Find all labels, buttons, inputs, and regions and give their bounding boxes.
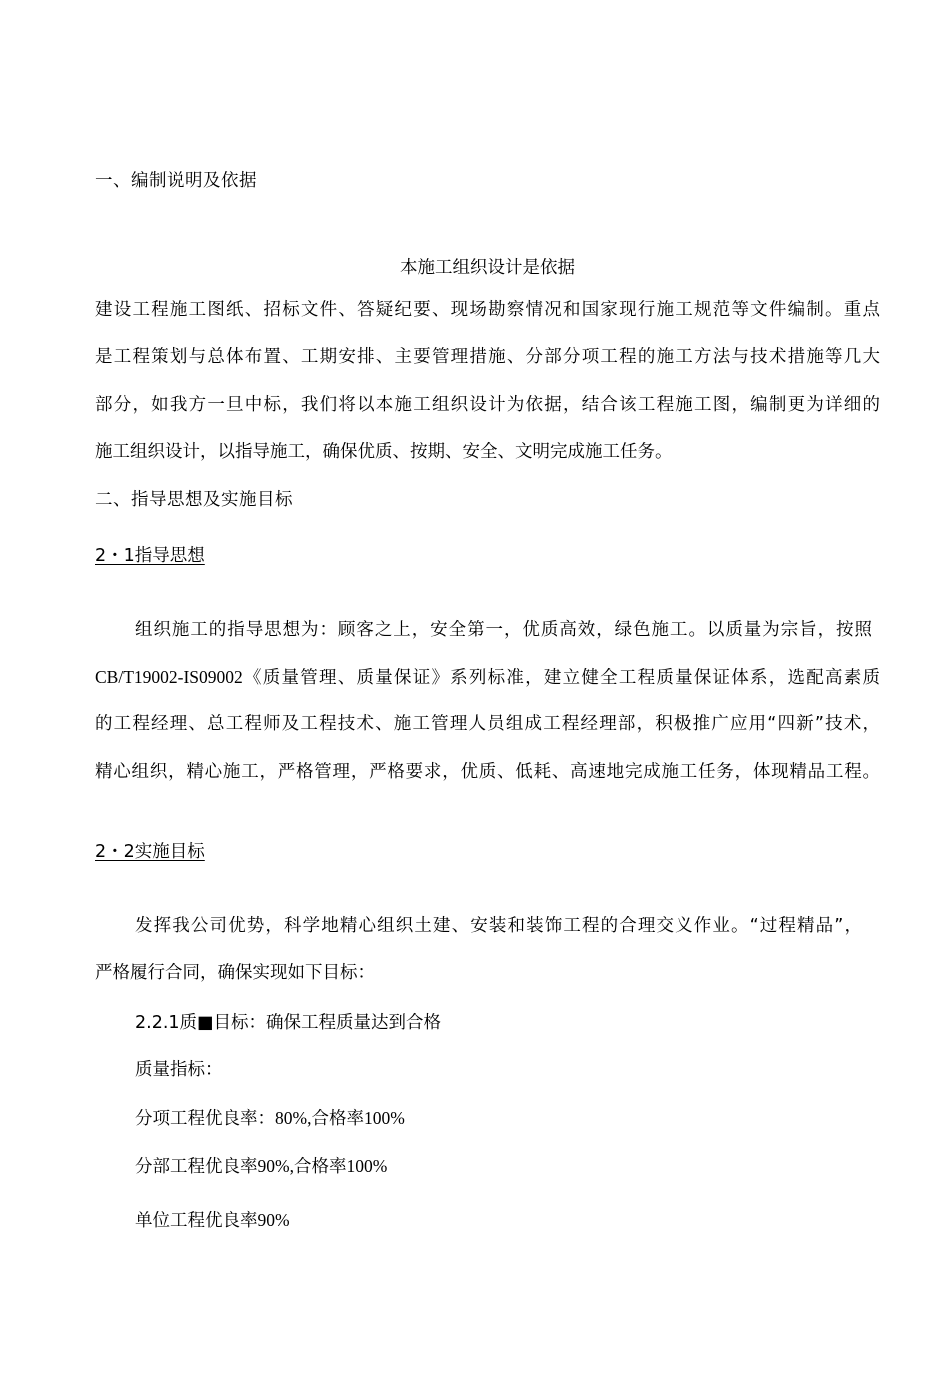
guiding-paragraph-line: 组织施工的指导思想为：顾客之上，安全第一，优质高效，绿色施工。以质量为宗旨，按照 [135, 620, 872, 640]
section1-intro: 本施工组织设计是依据 [400, 258, 575, 278]
quality-indicator-item: 单位工程优良率90% [135, 1210, 290, 1230]
guiding-paragraph-line: 精心组织，精心施工，严格管理，严格要求，优质、低耗、高速地完成施工任务，体现精品工程。 [95, 762, 880, 782]
subsection-heading-2-2: 2・2实施目标 [95, 842, 205, 862]
guiding-paragraph-line: CB/T19002-IS09002《质量管理、质量保证》系列标准，建立健全工程质量保证体系，选配高素质 [95, 667, 880, 687]
target-paragraph-line: 发挥我公司优势，科学地精心组织土建、安装和装饰工程的合理交义作业。“过程精品”， [135, 916, 862, 936]
section1-paragraph-line: 施工组织设计，以指导施工，确保优质、按期、安全、文明完成施工任务。 [95, 442, 673, 462]
guiding-paragraph-line: 的工程经理、总工程师及工程技术、施工管理人员组成工程经理部，积极推广应用“四新”技术， [95, 714, 880, 734]
target-paragraph-line: 严格履行合同，确保实现如下目标： [95, 963, 375, 983]
quality-indicator-item: 分项工程优良率：80%,合格率100% [135, 1108, 405, 1128]
quality-goal-heading: 2.2.1质■目标：确保工程质量达到合格 [135, 1013, 442, 1033]
quality-indicator-item: 分部工程优良率90%,合格率100% [135, 1156, 388, 1176]
section-heading-2: 二、指导思想及实施目标 [95, 490, 293, 510]
section1-paragraph-line: 是工程策划与总体布置、工期安排、主要管理措施、分部分项工程的施工方法与技术措施等几大 [95, 347, 880, 367]
section-heading-1: 一、编制说明及依据 [95, 171, 257, 191]
section1-paragraph-line: 建设工程施工图纸、招标文件、答疑纪要、现场勘察情况和国家现行施工规范等文件编制。重点 [95, 300, 880, 320]
subsection-heading-2-1: 2・1指导思想 [95, 546, 205, 566]
section1-paragraph-line: 部分，如我方一旦中标，我们将以本施工组织设计为依据，结合该工程施工图，编制更为详细的 [95, 395, 880, 415]
quality-indicator-label: 质量指标： [135, 1060, 223, 1080]
